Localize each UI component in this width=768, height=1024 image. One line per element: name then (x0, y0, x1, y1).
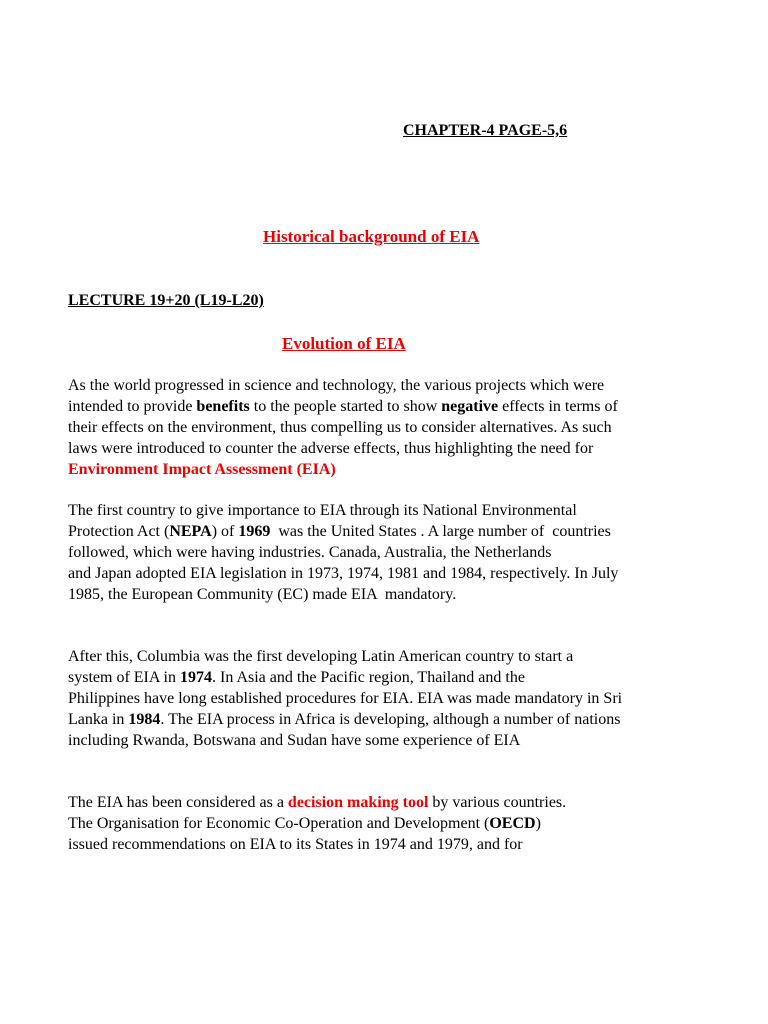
bold-term-benefits: benefits (196, 398, 250, 415)
paragraph-line (68, 667, 525, 688)
section-title: Evolution of EIA (282, 334, 406, 353)
text-run: . The EIA process in Africa is developing, although a number of nations (160, 711, 621, 728)
paragraph-line: their effects on the environment, thus compelling us to consider alternatives. As such (68, 419, 612, 436)
paragraph-line: laws were introduced to counter the adverse effects, thus highlighting the need for (68, 440, 594, 457)
bold-term-nepa: NEPA (169, 523, 212, 540)
text-run: ) (535, 815, 541, 832)
paragraph-line (68, 396, 618, 417)
paragraph-line: followed, which were having industries. Canada, Australia, the Netherlands (68, 544, 552, 561)
text-run: ) of (211, 523, 239, 540)
paragraph-line: After this, Columbia was the first developing Latin American country to start a (68, 648, 574, 665)
text-run: by various countries. (428, 794, 567, 811)
paragraph-line: The first country to give importance to EIA through its National Environmental (68, 502, 577, 519)
text-run: The EIA has been considered as a (68, 794, 288, 811)
paragraph-line: Philippines have long established procedures for EIA. EIA was made mandatory in Sri (68, 690, 623, 707)
paragraph-line (68, 792, 566, 813)
paragraph-line: and Japan adopted EIA legislation in 1973, 1974, 1981 and 1984, respectively. In July (68, 565, 619, 582)
text-run: effects in terms of (498, 398, 618, 415)
bold-year-1974: 1974 (180, 669, 212, 686)
bold-term-oecd: OECD (489, 815, 536, 832)
text-run: Protection Act ( (68, 523, 170, 540)
highlight-decision-making-tool: decision making tool (287, 794, 429, 811)
text-run: was the United States . A large number of countries (270, 523, 611, 540)
chapter-page-header: CHAPTER-4 PAGE-5,6 (403, 122, 568, 139)
paragraph-line: 1985, the European Community (EC) made EIA mandatory. (68, 586, 457, 603)
paragraph-line: issued recommendations on EIA to its States in 1974 and 1979, and for (68, 836, 523, 853)
bold-term-negative: negative (441, 398, 499, 415)
bold-year-1969: 1969 (238, 523, 271, 540)
paragraph-line (68, 813, 541, 834)
paragraph-line: As the world progressed in science and technology, the various projects which were (68, 377, 605, 394)
text-run: The Organisation for Economic Co-Operation and Development ( (68, 815, 490, 832)
bold-year-1984: 1984 (128, 711, 161, 728)
text-run: intended to provide (68, 398, 197, 415)
highlight-eia-term: Environment Impact Assessment (EIA) (68, 461, 336, 478)
text-run: to the people started to show (249, 398, 442, 415)
document-title: Historical background of EIA (263, 227, 480, 246)
paragraph-line (68, 521, 611, 542)
text-run: Lanka in (68, 711, 129, 728)
text-run: . In Asia and the Pacific region, Thailand and the (212, 669, 525, 686)
paragraph-line (68, 709, 620, 730)
text-run: system of EIA in (68, 669, 180, 686)
paragraph-line: including Rwanda, Botswana and Sudan have some experience of EIA (68, 732, 521, 749)
lecture-label: LECTURE 19+20 (L19-L20) (68, 292, 264, 309)
